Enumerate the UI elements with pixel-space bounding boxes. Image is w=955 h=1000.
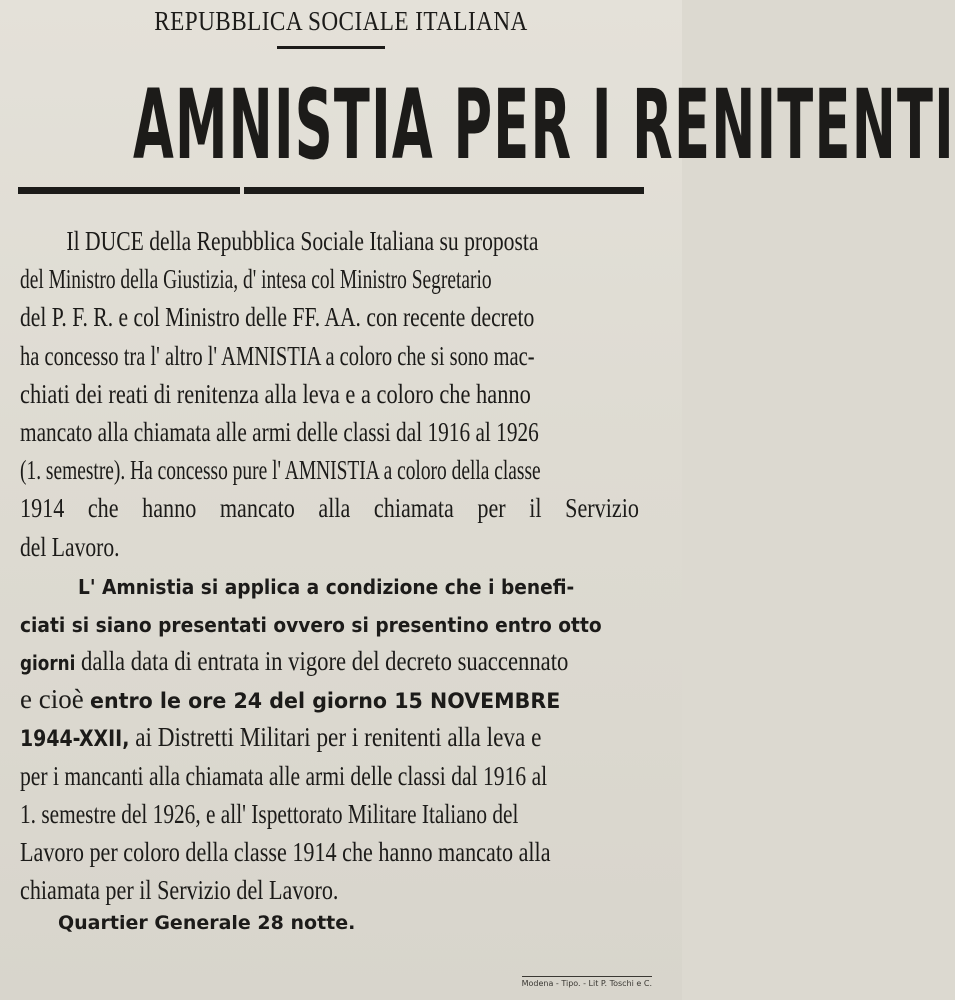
paragraph2-line xyxy=(20,680,650,718)
paragraph2-line xyxy=(20,566,650,604)
paragraph1-line: mancato alla chiamata alle armi delle classi dal 1916 al 1926 xyxy=(20,416,539,447)
printer-imprint: Modena - Tipo. - Lit P. Toschi e C. xyxy=(522,976,652,988)
paragraph2-line: chiamata per il Servizio del Lavoro. xyxy=(20,875,339,906)
paragraph1-line: ha concesso tra l' altro l' AMNISTIA a coloro che si sono mac- xyxy=(20,340,535,371)
paragraph2-line: 1. semestre del 1926, e all' Ispettorato Militare Italiano del xyxy=(20,798,519,829)
paragraph1-line: chiati dei reati di renitenza alla leva e a coloro che hanno xyxy=(20,378,531,409)
decree-text xyxy=(20,222,650,909)
paragraph2-line xyxy=(20,718,562,756)
paragraph2-line xyxy=(20,604,650,642)
poster-title: AMNISTIA PER I RENITENTI xyxy=(132,69,955,181)
paragraph2-text: ai Distretti Militari per i renitenti alla leva e xyxy=(129,722,542,753)
title-divider-left xyxy=(18,187,240,194)
paragraph1-line: del Ministro della Giustizia, d' intesa col Ministro Segretario xyxy=(20,264,492,295)
paragraph1-line: del Lavoro. xyxy=(20,531,120,562)
paragraph2-line: per i mancanti alla chiamata alle armi delle classi dal 1916 al xyxy=(20,760,548,791)
condition-bold-text: giorni xyxy=(20,651,76,676)
closing-signature: Quartier Generale 28 notte. xyxy=(58,912,356,934)
paragraph2-line: Lavoro per coloro della classe 1914 che hanno mancato alla xyxy=(20,837,551,867)
deadline-bold-text: 1944-XXII, xyxy=(20,727,130,753)
paragraph2-text: e cioè xyxy=(20,684,91,715)
condition-bold-text: L' Amnistia si applica a condizione che i benefi- xyxy=(78,574,575,599)
paragraph1-line: 1914 che hanno mancato alla chiamata per il Servizio xyxy=(20,493,639,524)
paragraph1-line: Il DUCE della Repubblica Sociale Italiana su proposta xyxy=(66,226,539,256)
header-divider xyxy=(277,46,385,49)
header-republic: REPUBBLICA SOCIALE ITALIANA xyxy=(154,6,528,36)
condition-bold-text: ciati si siano presentati ovvero si presentino entro otto xyxy=(20,612,602,637)
paragraph1-line: del P. F. R. e col Ministro delle FF. AA. con recente decreto xyxy=(20,302,535,333)
paragraph2-line xyxy=(20,642,569,680)
title-divider-right xyxy=(244,187,644,194)
paragraph1-line: (1. semestre). Ha concesso pure l' AMNISTIA a coloro della classe xyxy=(20,455,541,486)
deadline-bold-text: entro le ore 24 del giorno 15 NOVEMBRE xyxy=(90,689,561,714)
paragraph2-text: dalla data di entrata in vigore del decreto suaccennato xyxy=(75,646,569,677)
